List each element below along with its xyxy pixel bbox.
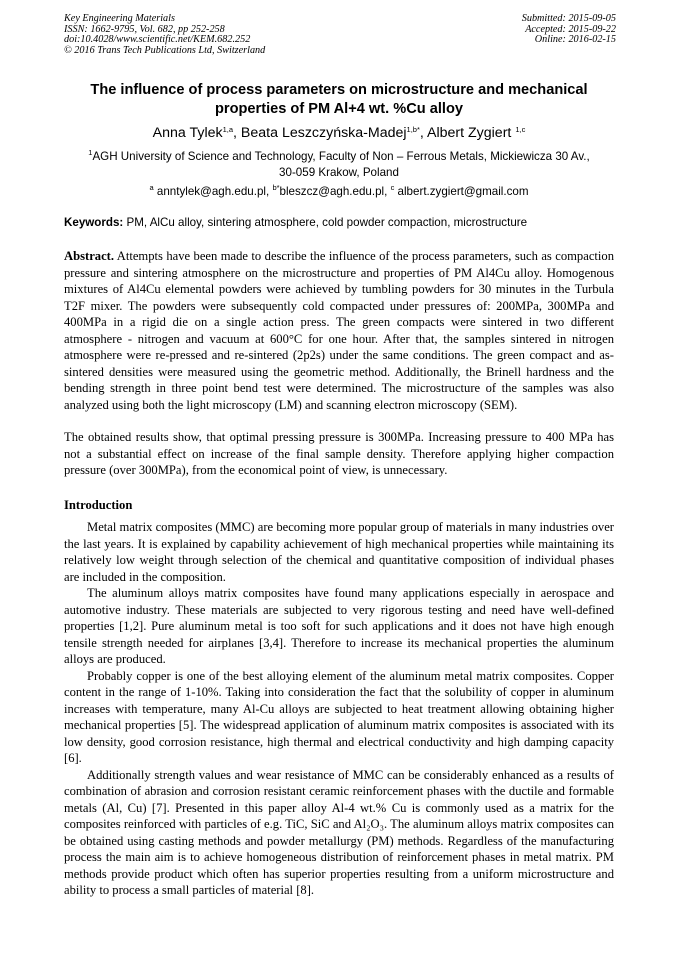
affiliation-line-2: 30-059 Krakow, Poland	[279, 165, 399, 179]
affiliation-line-1: AGH University of Science and Technology, Faculty of Non – Ferrous Metals, Mickiewicza 30 Av.,	[92, 150, 590, 163]
submitted-date: Submitted: 2015-09-05	[521, 13, 616, 24]
keywords-label: Keywords:	[64, 216, 124, 229]
email-sup: c	[390, 183, 395, 192]
abstract-paragraph	[64, 248, 614, 413]
journal-copyright: © 2016 Trans Tech Publications Ltd, Switzerland	[64, 44, 266, 56]
section-heading-introduction: Introduction	[64, 498, 133, 512]
journal-header-right	[522, 14, 616, 46]
intro-paragraph-1: Metal matrix composites (MMC) are becoming more popular group of materials in many industries over the last years. It is explained by capability achievement of high mechanical properties while maintaining its relatively low weight through selection of the chemical and quantitative composition of individual phases are included in the composition.	[64, 520, 614, 584]
author-name: Beata Leszczyńska-Madej	[240, 125, 407, 141]
title-line-1: The influence of process parameters on microstructure and mechanical	[90, 82, 588, 98]
abstract-results	[64, 429, 614, 479]
email-sup: a	[149, 183, 154, 192]
author-list	[40, 124, 638, 142]
journal-doi: doi:10.4028/www.scientific.net/KEM.682.252	[64, 34, 251, 46]
abstract-section	[64, 248, 614, 413]
author-name: Albert Zygiert	[427, 125, 516, 141]
intro-paragraph-4: Additionally strength values and wear resistance of MMC can be considerably enhanced as a results of combination of abrasion and corrosion resistant ceramic reinforcement phases with the ductile and formable metals (Al, Cu) [7]. Presented in this paper alloy Al-4 wt.% Cu is commonly used as a matrix for the composites reinforced with particles of e.g. TiC, SiC and Al₂O₃. The aluminum alloys matrix composites can be obtained using casting methods and powder metallurgy (PM) methods. Regardless of the manufacturing process the main aim is to achieve homogeneous distribution of reinforcement phases in metal matrix. PM methods provide product which often has superior properties resulting from a uniform microstructure and ability to process a small particles of material [8].	[64, 767, 614, 897]
keywords	[64, 216, 624, 230]
journal-issn: ISSN: 1662-9795, Vol. 682, pp 252-258	[64, 23, 225, 35]
author-sep: ,	[233, 125, 241, 141]
journal-name: Key Engineering Materials	[64, 13, 175, 24]
journal-header-left	[64, 14, 265, 56]
title-line-2: properties of PM Al+4 wt. %Cu alloy	[214, 101, 463, 117]
affiliation	[60, 149, 618, 180]
email-link[interactable]: bleszcz@agh.edu.pl,	[279, 185, 391, 198]
author-sup: 1,b*	[406, 125, 420, 134]
abstract-label: Abstract.	[64, 249, 115, 263]
author-sup: 1,c	[515, 125, 526, 134]
email-link[interactable]: anntylek@agh.edu.pl,	[153, 185, 273, 198]
accepted-date: Accepted: 2015-09-22	[525, 23, 616, 35]
email-link[interactable]: albert.zygiert@gmail.com	[394, 185, 529, 198]
keywords-text: PM, AlCu alloy, sintering atmosphere, cold powder compaction, microstructure	[123, 216, 528, 229]
intro-paragraph-2: The aluminum alloys matrix composites have found many applications especially in aerospace and automotive industry. These materials are subjected to very rigorous testing and need have well-defined properties [1,2]. Pure aluminum metal is too soft for such applications and it does not have high enough tensile strength needed for airplanes [3,4]. Therefore to increase its mechanical properties the aluminum alloys are produced.	[64, 586, 614, 666]
abstract-paragraph-2: The obtained results show, that optimal pressing pressure is 300MPa. Increasing pressure to 400 MPa has not a substantial effect on increase of the final sample density. Therefore applying higher compaction pressure (over 300MPa), from the economical point of view, is unnecessary.	[64, 430, 614, 477]
paper-title	[40, 81, 638, 119]
online-date: Online: 2016-02-15	[534, 34, 616, 46]
author-sep: ,	[419, 125, 427, 141]
introduction-section	[64, 519, 614, 899]
affiliation-sup: 1	[88, 148, 93, 157]
author-sup: 1,a	[222, 125, 234, 134]
author-name: Anna Tylek	[152, 125, 223, 141]
email-sup: b*	[272, 183, 280, 192]
email-list	[40, 185, 638, 199]
abstract-text: Attempts have been made to describe the influence of the process parameters, such as compaction pressure and sintering atmosphere on the microstructure and properties of PM Al4Cu alloy. Homogenous mixtures of Al4Cu elemental powders were achieved by tumbling powders for 30 minutes in the Turbula T2F mixer. The powders were subsequently cold compacted under pressures of: 200MPa, 300MPa and 400MPa in a rigid die on a single action press. The green compacts were sintered in two different atmosphere - nitrogen and vacuum at 600°C for one hour. After that, the samples sintered in nitrogen atmosphere were re-pressed and re-sintered (2p2s) under the same conditions. The green compact and as-sintered densities were measured using the geometric method. Additionally, the Brinell hardness and the bending strength in three point bend test were determined. The microstructure of the samples was also analyzed using both the light microscopy (LM) and scanning electron microscopy (SEM).	[64, 249, 614, 412]
intro-paragraph-3: Probably copper is one of the best alloying element of the aluminum metal matrix composites. Copper content in the range of 1-10%. Taking into consideration the fact that the solubility of copper in aluminum increases with temperature, many Al-Cu alloys are subjected to heat treatment allowing obtaining higher mechanical properties [5]. The widespread application of aluminum matrix composites is associated with its low density, good corrosion resistance, high thermal and electrical conductivity and high damping capacity [6].	[64, 668, 614, 765]
